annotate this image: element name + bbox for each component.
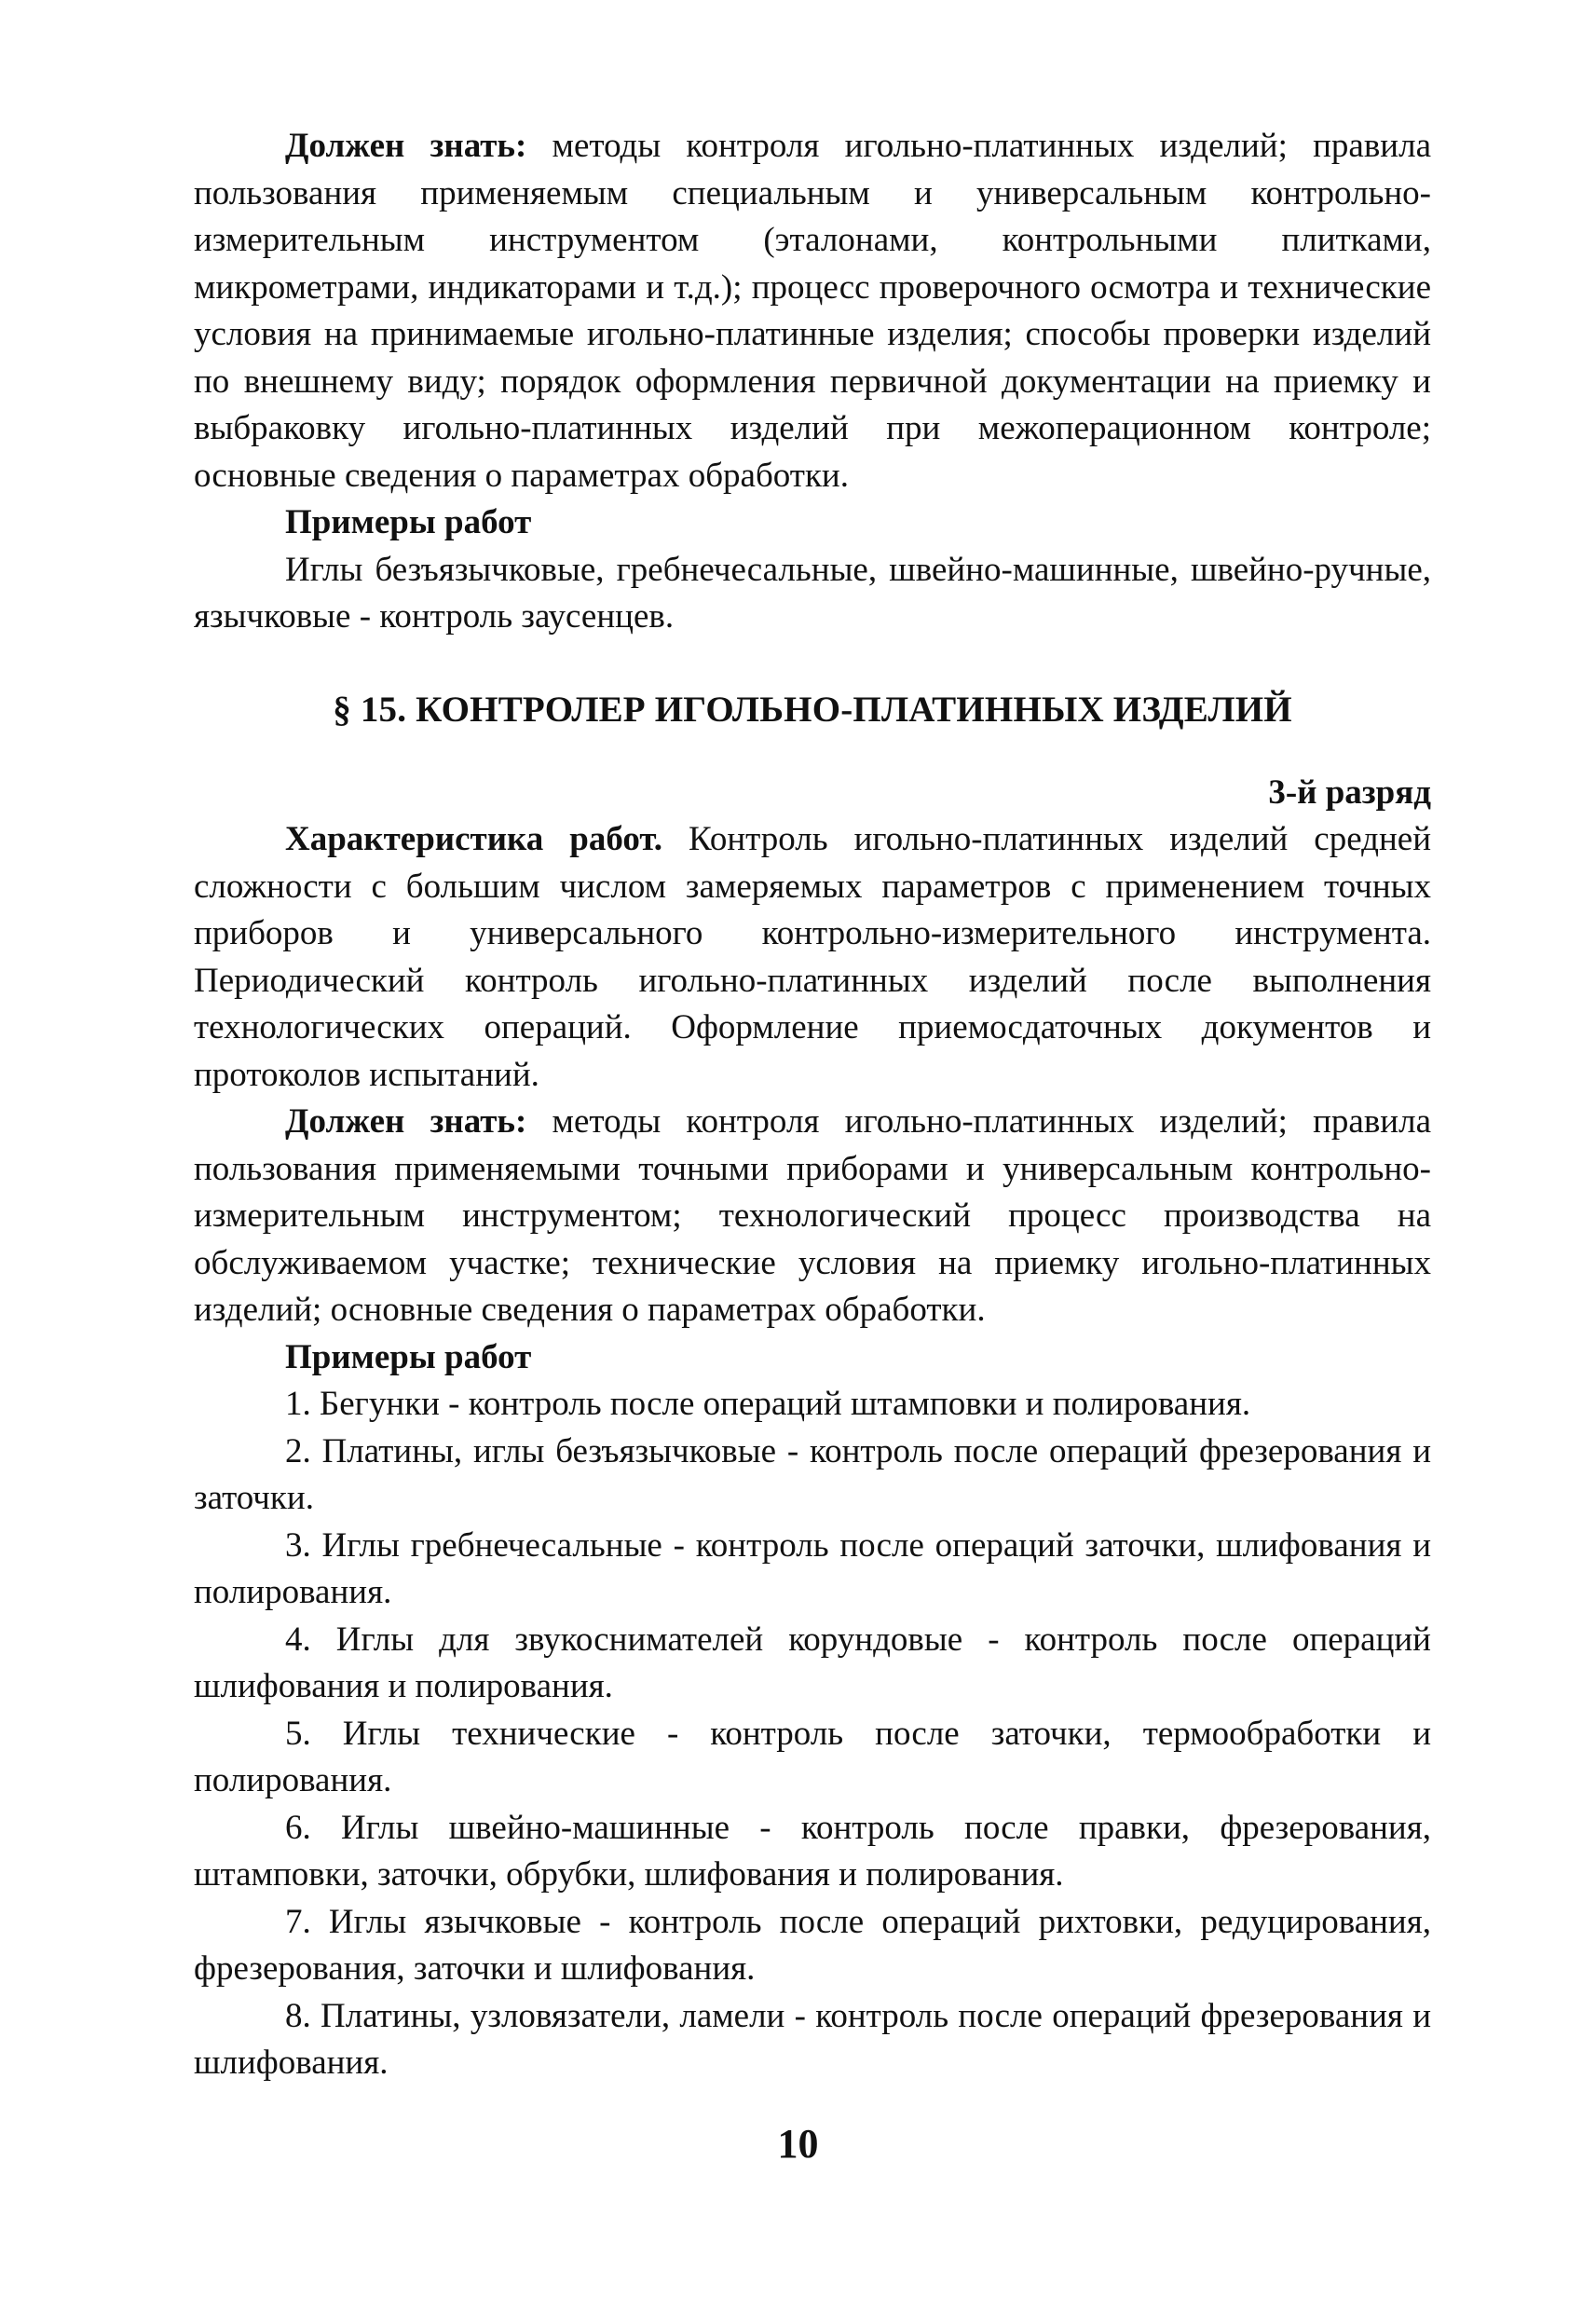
example-item: 1. Бегунки - контроль после операций штамповки и полирования. — [285, 1385, 1251, 1423]
example-item: 2. Платины, иглы безъязычковые - контроль после операций фрезерования и заточки. — [194, 1431, 1431, 1517]
must-know-paragraph-1 — [194, 123, 1431, 499]
example-item: 8. Платины, узловязатели, ламели - контроль после операций фрезерования и шлифования. — [194, 1996, 1431, 2082]
examples-heading-2: Примеры работ — [285, 1337, 532, 1376]
example-item: 4. Иглы для звукоснимателей корундовые - контроль после операций шлифования и полирования. — [194, 1620, 1431, 1705]
example-item: 7. Иглы язычковые - контроль после операций рихтовки, редуцирования, фрезерования, заточки и шлифования. — [194, 1902, 1431, 1988]
grade-label: 3-й разряд — [1268, 773, 1431, 812]
must-know-text-2: методы контроля игольно-платинных изделий; правила пользования применяемыми точными приборами и универсальным контрольно-измерительным инструментом; технологический процесс производства на обслуживаемом участке; технические условия на приемку игольно-платинных изделий; основные сведения о параметрах обработки. — [194, 1102, 1431, 1329]
page-number: 10 — [777, 2121, 819, 2167]
must-know-label-1: Должен знать: — [285, 127, 527, 165]
document-page — [194, 123, 1431, 2087]
example-item: 3. Иглы гребнечесальные - контроль после операций заточки, шлифования и полирования. — [194, 1525, 1431, 1611]
characteristics-label: Характеристика работ. — [285, 820, 663, 858]
example-item: 5. Иглы технические - контроль после заточки, термообработки и полирования. — [194, 1714, 1431, 1799]
must-know-text-1: методы контроля игольно-платинных изделий; правила пользования применяемым специальным и универсальным контрольно-измерительным инструментом (эталонами, контрольными плитками, микрометрами, индикаторами и т.д.); процесс проверочного осмотра и технические условия на принимаемые игольно-платинные изделия; способы проверки изделий по внешнему виду; порядок оформления первичной документации на приемку и выбраковку игольно-платинных изделий при межоперационном контроле; основные сведения о параметрах обработки. — [194, 127, 1431, 495]
section-heading: § 15. КОНТРОЛЕР ИГОЛЬНО-ПЛАТИННЫХ ИЗДЕЛИЙ — [333, 689, 1292, 730]
characteristics-text: Контроль игольно-платинных изделий средней сложности с большим числом замеряемых параметров с применением точных приборов и универсального контрольно-измерительного инструмента. Периодический контроль игольно-платинных изделий после выполнения технологических операций. Оформление приемосдаточных документов и протоколов испытаний. — [194, 820, 1431, 1094]
examples-heading-1: Примеры работ — [285, 503, 532, 541]
must-know-label-2: Должен знать: — [285, 1102, 527, 1141]
examples-text-1: Иглы безъязычковые, гребнечесальные, швейно-машинные, швейно-ручные, язычковые - контроль заусенцев. — [194, 550, 1431, 636]
example-item: 6. Иглы швейно-машинные - контроль после правки, фрезерования, штамповки, заточки, обрубки, шлифования и полирования. — [194, 1808, 1431, 1894]
characteristics-paragraph — [194, 816, 1431, 1099]
must-know-paragraph-2 — [194, 1099, 1431, 1334]
